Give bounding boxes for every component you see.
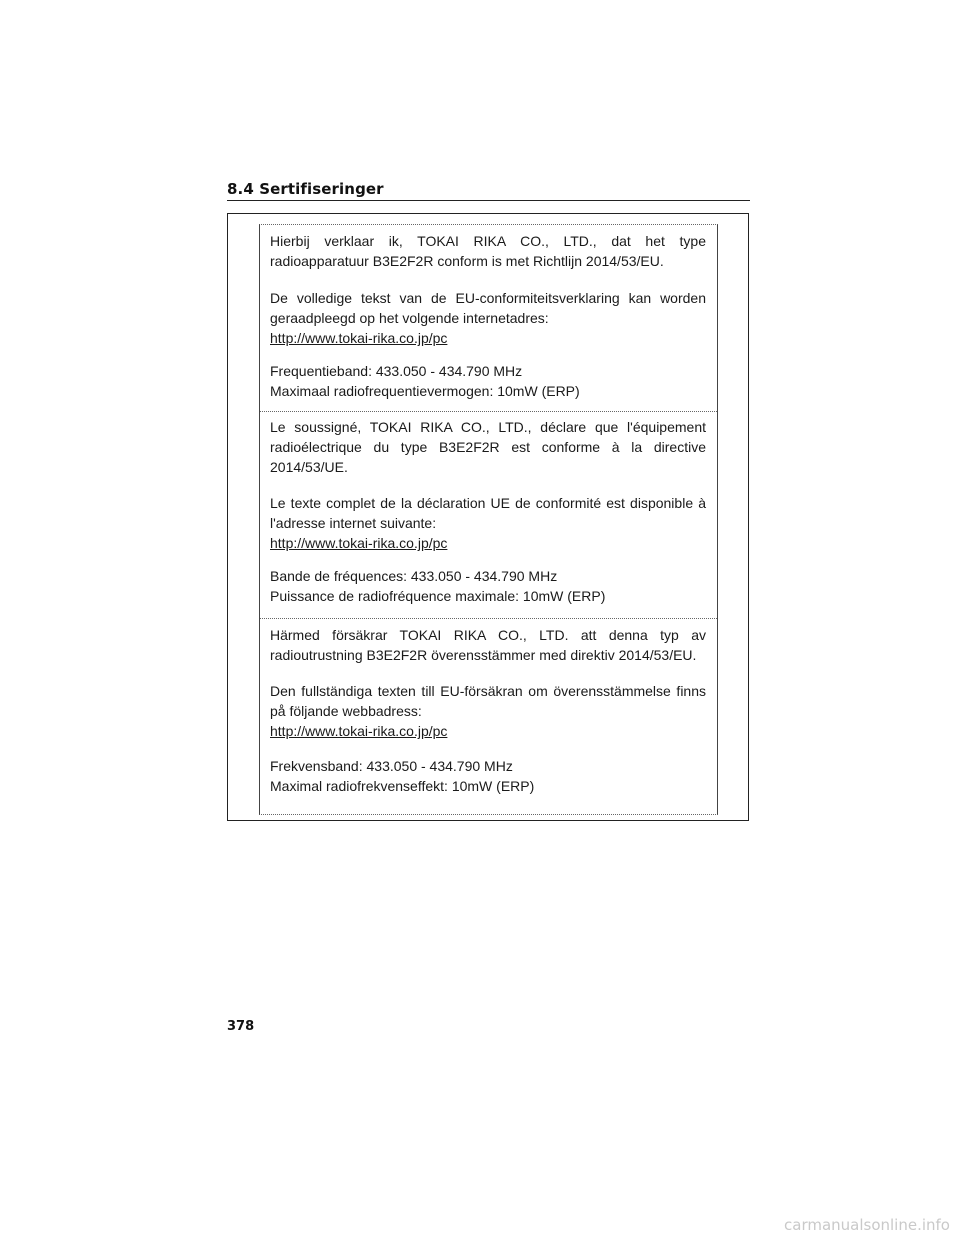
dutch-specs (270, 361, 706, 401)
dutch-url-link[interactable]: http://www.tokai-rika.co.jp/pc (270, 330, 448, 346)
swedish-declaration (270, 625, 706, 665)
section-divider-2 (260, 618, 717, 619)
swedish-url-link[interactable]: http://www.tokai-rika.co.jp/pc (270, 723, 448, 739)
french-fulltext-line-2: l'adresse internet suivante: (270, 515, 437, 531)
dutch-frequency: Frequentieband: 433.050 - 434.790 MHz (270, 363, 523, 379)
certificate-box (259, 224, 718, 815)
french-fulltext-line-1: Le texte complet de la déclaration UE de conformité est disponible à (270, 495, 706, 511)
swedish-fulltext (270, 681, 706, 741)
french-url-link[interactable]: http://www.tokai-rika.co.jp/pc (270, 535, 448, 551)
swedish-fulltext-line-2: på följande webbadress: (270, 703, 422, 719)
dutch-fulltext (270, 288, 706, 348)
dutch-fulltext-line-1: De volledige tekst van de EU-conformiteitsverklaring kan worden (270, 290, 706, 306)
section-title: 8.4 Sertifiseringer (227, 180, 384, 198)
french-declaration (270, 417, 706, 477)
swedish-power: Maximal radiofrekvenseffekt: 10mW (ERP) (270, 778, 535, 794)
dutch-power: Maximaal radiofrequentievermogen: 10mW (ERP) (270, 383, 580, 399)
dutch-fulltext-line-2: geraadpleegd op het volgende internetadres: (270, 310, 549, 326)
watermark: carmanualsonline.info (784, 1216, 950, 1234)
swedish-declaration-line-2: radioutrustning B3E2F2R överensstämmer med direktiv 2014/53/EU. (270, 647, 697, 663)
french-declaration-line-1: Le soussigné, TOKAI RIKA CO., LTD., déclare que l'équipement (270, 419, 706, 435)
section-header (227, 180, 750, 201)
french-declaration-line-3: 2014/53/UE. (270, 459, 348, 475)
french-power: Puissance de radiofréquence maximale: 10mW (ERP) (270, 588, 606, 604)
section-divider-1 (260, 411, 717, 412)
french-declaration-line-2: radioélectrique du type B3E2F2R est conforme à la directive (270, 439, 706, 455)
swedish-declaration-line-1: Härmed försäkrar TOKAI RIKA CO., LTD. att denna typ av (270, 627, 706, 643)
swedish-frequency: Frekvensband: 433.050 - 434.790 MHz (270, 758, 513, 774)
swedish-specs (270, 756, 706, 796)
french-frequency: Bande de fréquences: 433.050 - 434.790 MHz (270, 568, 558, 584)
french-specs (270, 566, 706, 606)
dutch-declaration-line-2: radioapparatuur B3E2F2R conform is met Richtlijn 2014/53/EU. (270, 253, 664, 269)
swedish-fulltext-line-1: Den fullständiga texten till EU-försäkran om överensstämmelse finns (270, 683, 706, 699)
french-fulltext (270, 493, 706, 553)
dutch-declaration-line-1: Hierbij verklaar ik, TOKAI RIKA CO., LTD., dat het type (270, 233, 706, 249)
page-number: 378 (227, 1019, 255, 1034)
dutch-declaration (270, 231, 706, 271)
